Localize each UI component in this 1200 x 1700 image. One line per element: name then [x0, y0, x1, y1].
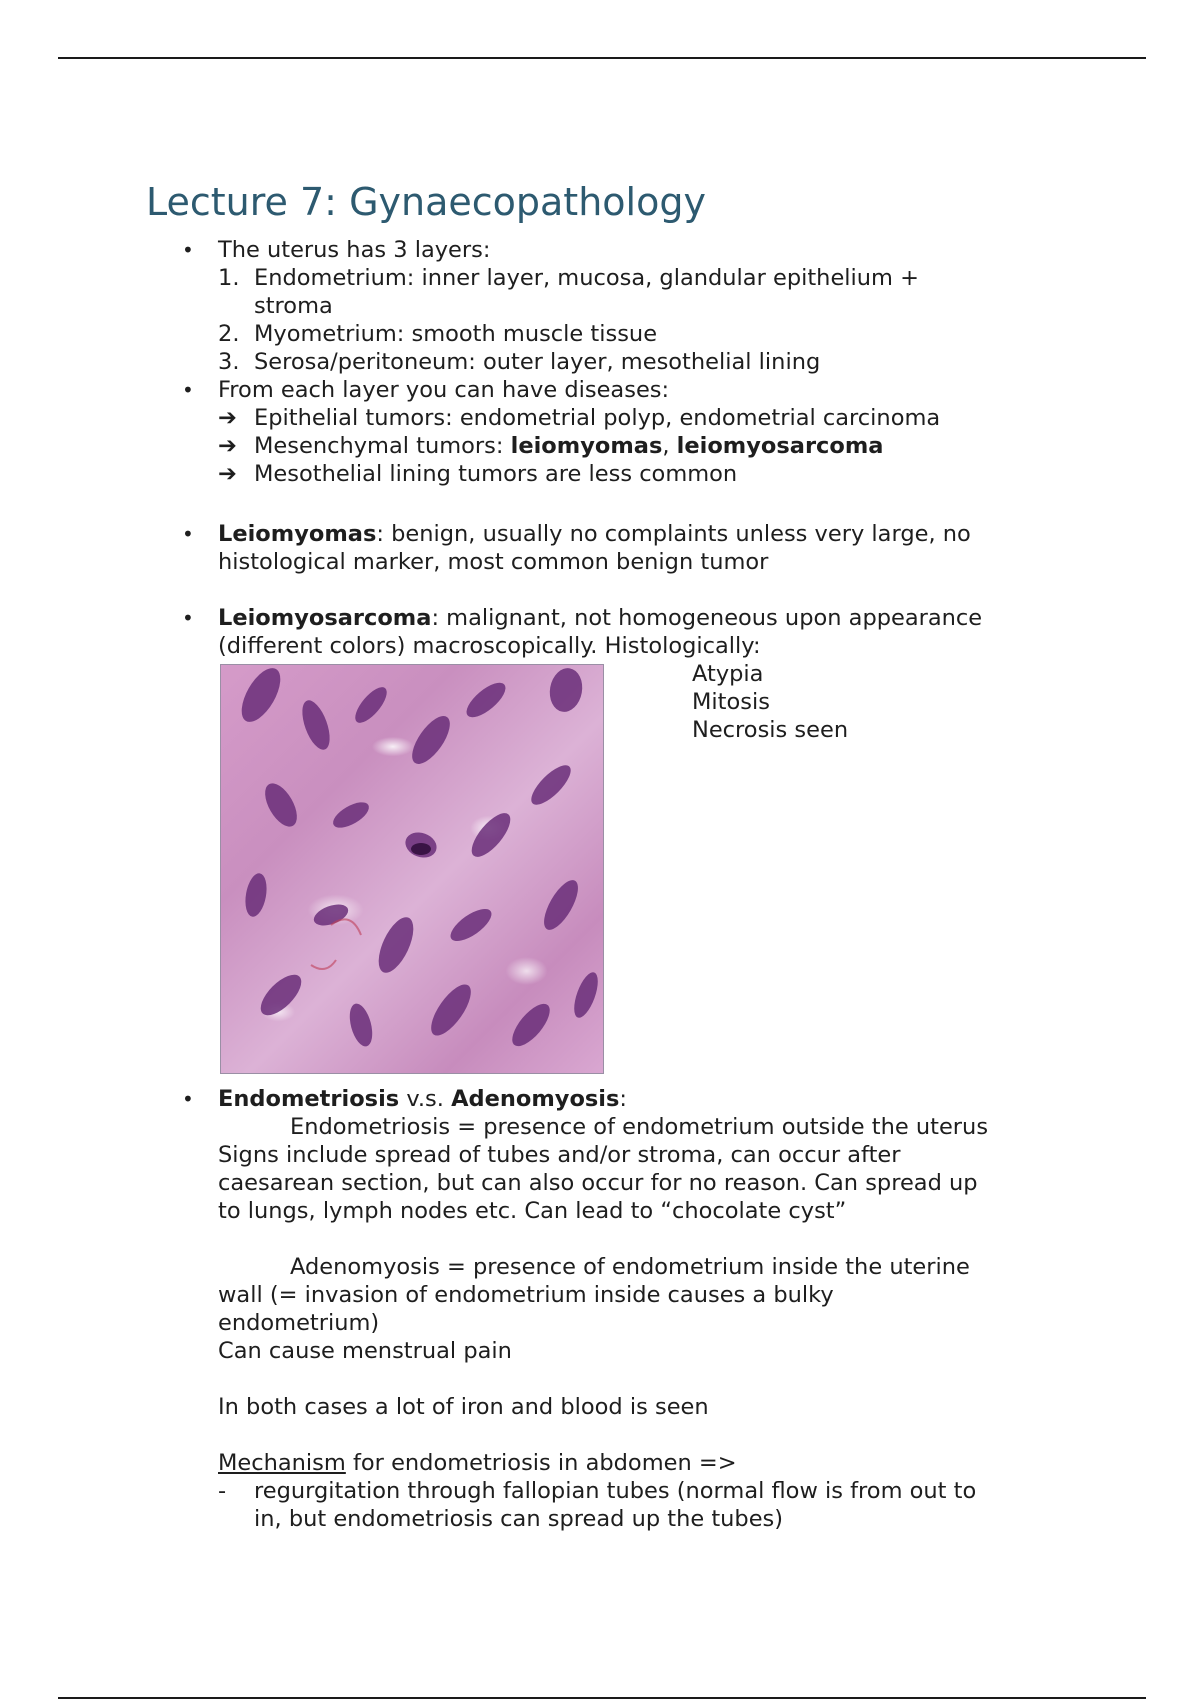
- adenomyosis-text: endometrium): [218, 1310, 380, 1336]
- mechanism-item-cont: in, but endometriosis can spread up the tubes): [254, 1506, 784, 1532]
- leiomyosarcoma-line2: (different colors) macroscopically. Histologically:: [218, 633, 761, 659]
- vs-text: v.s.: [399, 1086, 452, 1112]
- disease-mesenchymal-prefix: Mesenchymal tumors:: [254, 433, 511, 459]
- dash-marker: -: [218, 1478, 227, 1504]
- endometriosis-text: caesarean section, but can also occur for no reason. Can spread up: [218, 1170, 978, 1196]
- diseases-intro: From each layer you can have diseases:: [218, 377, 670, 403]
- adenomyosis-definition: Adenomyosis = presence of endometrium inside the uterine: [290, 1254, 970, 1280]
- endometriosis-text: to lungs, lymph nodes etc. Can lead to “chocolate cyst”: [218, 1198, 847, 1224]
- bullet-marker: •: [182, 522, 194, 546]
- term-endometriosis: Endometriosis: [218, 1086, 400, 1112]
- leiomyosarcoma-line1: [218, 604, 982, 632]
- adenomyosis-text: wall (= invasion of endometrium inside causes a bulky: [218, 1282, 834, 1308]
- list-number: 3.: [218, 349, 240, 375]
- mechanism-heading: [218, 1449, 737, 1477]
- term-adenomyosis: Adenomyosis: [451, 1086, 620, 1112]
- arrow-icon: ➔: [218, 405, 237, 431]
- bullet-marker: •: [182, 1087, 194, 1111]
- bullet-marker: •: [182, 238, 194, 262]
- leiomyomas-desc: : benign, usually no complaints unless very large, no: [376, 521, 971, 547]
- layer-endometrium: Endometrium: inner layer, mucosa, glandular epithelium +: [254, 265, 919, 291]
- both-cases-text: In both cases a lot of iron and blood is seen: [218, 1394, 709, 1420]
- layer-myometrium: Myometrium: smooth muscle tissue: [254, 321, 658, 347]
- arrow-icon: ➔: [218, 433, 237, 459]
- mechanism-item: regurgitation through fallopian tubes (normal flow is from out to: [254, 1478, 977, 1504]
- bullet-marker: •: [182, 378, 194, 402]
- histology-image: [220, 664, 604, 1074]
- header-rule: [58, 57, 1146, 59]
- separator: ,: [662, 433, 677, 459]
- term-leiomyosarcoma: leiomyosarcoma: [676, 433, 884, 459]
- disease-mesothelial: Mesothelial lining tumors are less common: [254, 461, 738, 487]
- leiomyosarcoma-term: Leiomyosarcoma: [218, 605, 432, 631]
- term-leiomyomas: leiomyomas: [510, 433, 663, 459]
- leiomyomas-line2: histological marker, most common benign tumor: [218, 549, 769, 575]
- mechanism-label: Mechanism: [218, 1450, 346, 1476]
- mechanism-rest: for endometriosis in abdomen =>: [345, 1450, 737, 1476]
- list-number: 1.: [218, 265, 240, 291]
- footer-rule: [58, 1697, 1146, 1699]
- bullet-marker: •: [182, 606, 194, 630]
- endometriosis-definition: Endometriosis = presence of endometrium outside the uterus: [290, 1114, 989, 1140]
- layers-intro: The uterus has 3 layers:: [218, 237, 491, 263]
- arrow-icon: ➔: [218, 461, 237, 487]
- layer-endometrium-cont: stroma: [254, 293, 333, 319]
- feature-necrosis: Necrosis seen: [692, 717, 849, 743]
- leiomyomas-line1: [218, 520, 971, 548]
- disease-mesenchymal: [254, 432, 883, 460]
- leiomyosarcoma-desc: : malignant, not homogeneous upon appearance: [431, 605, 983, 631]
- feature-atypia: Atypia: [692, 661, 764, 687]
- feature-mitosis: Mitosis: [692, 689, 770, 715]
- list-number: 2.: [218, 321, 240, 347]
- leiomyomas-term: Leiomyomas: [218, 521, 377, 547]
- adenomyosis-text: Can cause menstrual pain: [218, 1338, 512, 1364]
- page-title: Lecture 7: Gynaecopathology: [146, 180, 706, 224]
- disease-epithelial: Epithelial tumors: endometrial polyp, endometrial carcinoma: [254, 405, 941, 431]
- layer-serosa: Serosa/peritoneum: outer layer, mesothelial lining: [254, 349, 821, 375]
- colon: :: [619, 1086, 628, 1112]
- endometriosis-text: Signs include spread of tubes and/or stroma, can occur after: [218, 1142, 901, 1168]
- endometriosis-heading: [218, 1085, 627, 1113]
